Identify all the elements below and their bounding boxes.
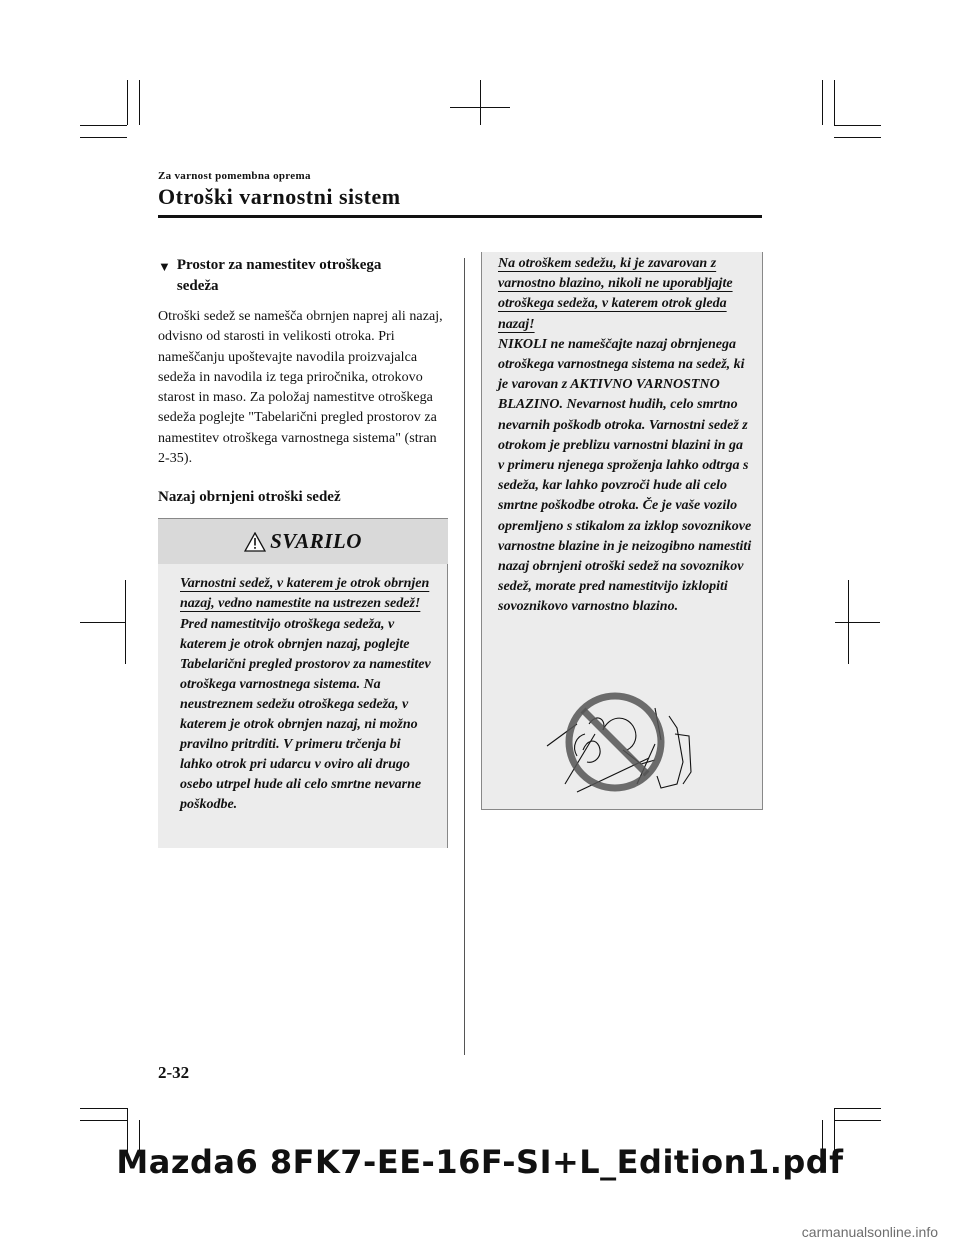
warning-box-continued	[481, 252, 763, 810]
left-column	[158, 255, 448, 848]
crop-mark	[835, 622, 880, 623]
warning-triangle-icon	[244, 532, 266, 552]
watermark: carmanualsonline.info	[801, 1224, 938, 1240]
crop-mark	[480, 80, 481, 125]
warning-label: SVARILO	[270, 529, 362, 554]
breadcrumb: Za varnost pomembna oprema	[158, 170, 311, 182]
crop-mark	[80, 1108, 127, 1109]
column-divider	[464, 258, 465, 1055]
warning-emphasis: Na otroškem sedežu, ki je zavarovan z varnostno blazino, nikoli ne uporabljajte otroškega sedeža, v katerem otrok gleda nazaj!	[498, 256, 733, 332]
triangle-bullet-icon: ▼	[158, 259, 171, 274]
warning-emphasis: Varnostni sedež, v katerem je otrok obrnjen nazaj, vedno namestite na ustrezen sedež!	[180, 576, 430, 612]
warning-header	[158, 519, 448, 564]
crop-mark	[834, 1120, 881, 1121]
subheading: Nazaj obrnjeni otroški sedež	[158, 489, 341, 506]
crop-mark	[822, 80, 823, 125]
crop-mark	[80, 125, 127, 126]
crop-mark	[848, 580, 849, 664]
crop-mark	[80, 137, 127, 138]
crop-mark	[834, 80, 835, 125]
crop-mark	[834, 125, 881, 126]
section-heading-line1: Prostor za namestitev otroškega	[176, 257, 382, 273]
crop-mark	[139, 80, 140, 125]
page-title: Otroški varnostni sistem	[158, 184, 401, 209]
footer-filename: Mazda6 8FK7-EE-16F-SI+L_Edition1.pdf	[116, 1143, 844, 1181]
crop-mark	[80, 1120, 127, 1121]
warning-body	[158, 564, 448, 848]
section-heading	[158, 255, 448, 297]
crop-mark	[834, 1108, 881, 1109]
section-heading-line2: sedeža	[176, 278, 219, 294]
title-rule	[158, 215, 762, 218]
crop-mark	[80, 622, 125, 623]
crop-mark	[834, 137, 881, 138]
intro-paragraph: Otroški sedež se namešča obrnjen naprej ali nazaj, odvisno od starosti in velikosti otroka. Pri nameščanju upoštevajte navodila proizvajalca sedeža in navodila iz tega priročnika, otrokovo starost in maso. Za položaj namestitve otroškega sedeža poglejte "Tabelarični pregled prostorov za namestitev otroškega varnostnega sistema" (stran 2-35).	[158, 309, 443, 467]
page-number: 2-32	[158, 1063, 190, 1082]
warning-text: Pred namestitvijo otroškega sedeža, v katerem je otrok obrnjen nazaj, poglejte Tabelarični pregled prostorov za namestitev otroškega varnostnega sistema. Na neustreznem sedežu otroškega sedeža, v katerem je otrok obrnjen nazaj, ni možno pravilno pritrditi. V primeru trčenja bi lahko otrok pri udarcu v oviro ali drugo osebo utrpel hude ali celo smrtne nevarne poškodbe.	[180, 616, 431, 813]
crop-mark	[127, 80, 128, 125]
warning-text: NIKOLI ne nameščajte nazaj obrnjenega otroškega varnostnega sistema na sedež, ki je varovan z AKTIVNO VARNOSTNO BLAZINO. Nevarnost hudih, celo smrtno nevarnih poškodb otroka. Varnostni sedež z otrokom je preblizu varnostni blazini in ga v primeru njenega sproženja lahko odtrga s sedeža, kar lahko povzroči hude ali celo smrtne poškodbe otroka. Če je vaše vozilo opremljeno s stikalom za izklop sovoznikove varnostne blazine in je neizogibno namestiti nazaj obrnjeni otroški sedež na sovoznikov sedež, morate pred namestitvijo izklopiti sovoznikovo varnostno blazino.	[498, 336, 752, 615]
warning-box	[158, 518, 448, 848]
crop-mark	[125, 580, 126, 664]
airbag-prohibition-illustration	[537, 684, 697, 799]
